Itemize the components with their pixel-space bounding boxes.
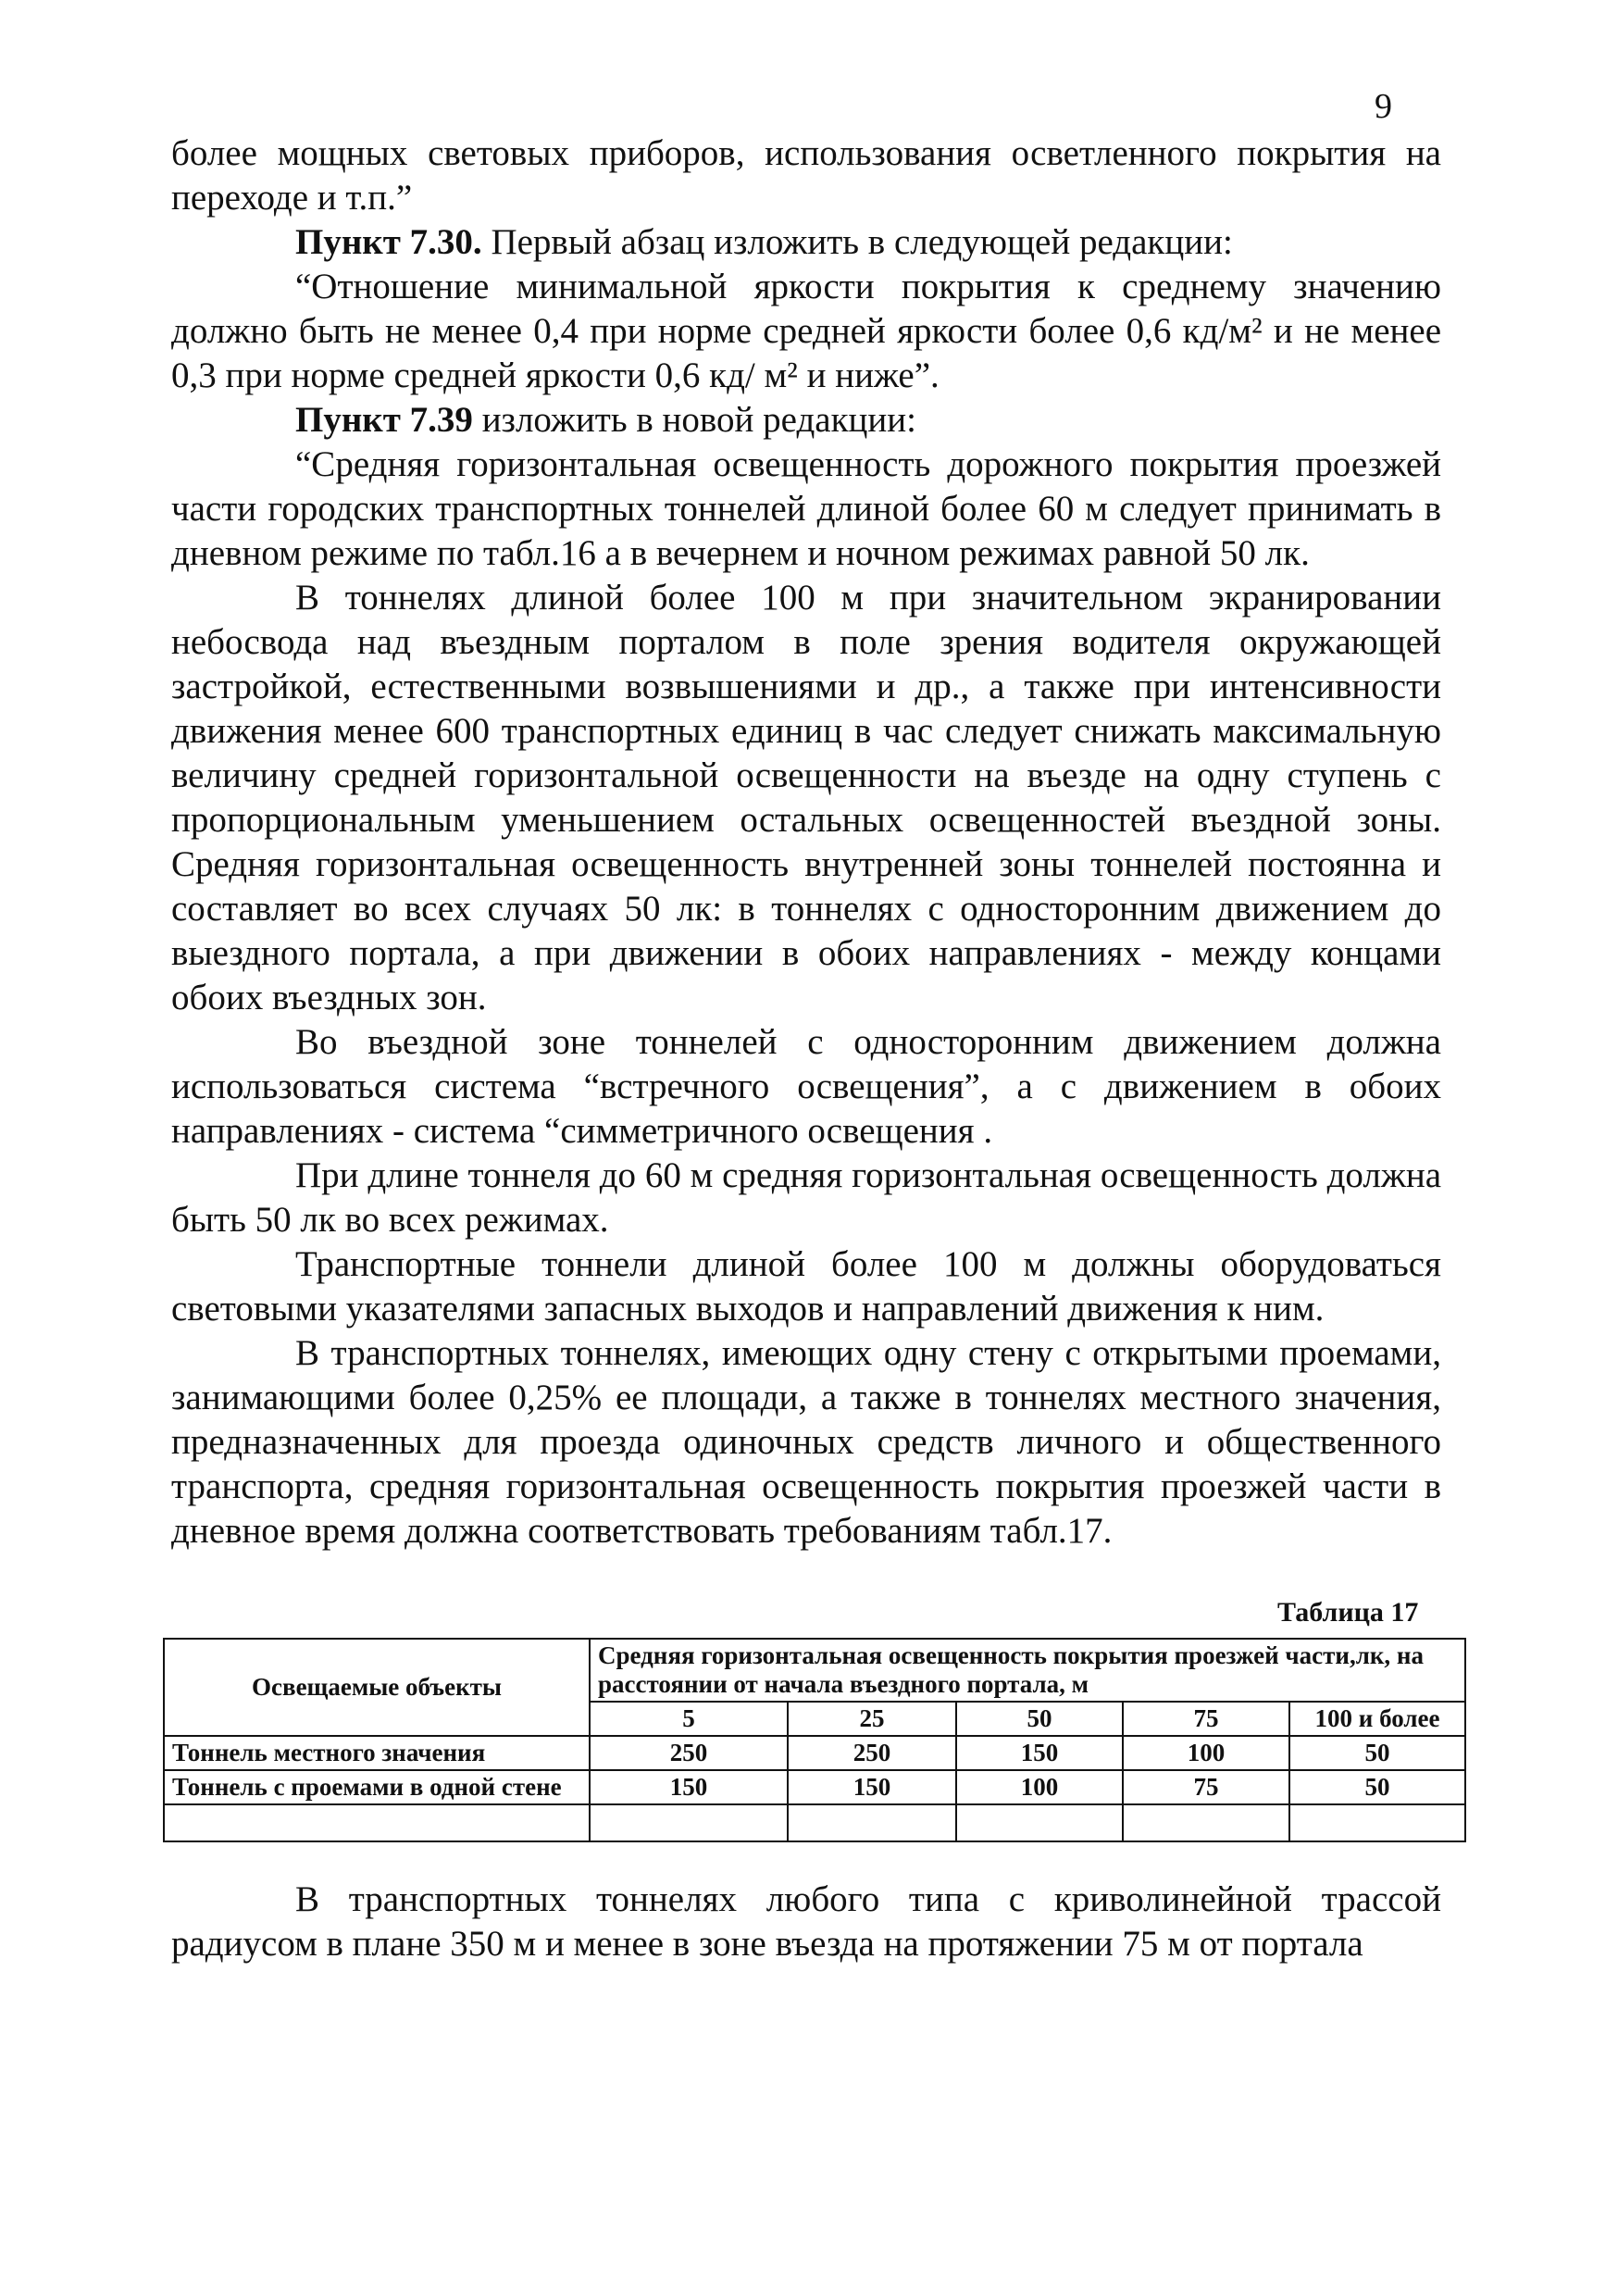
objects-header: Освещаемые объекты [164,1639,590,1736]
empty-cell [956,1804,1123,1841]
value-cell: 150 [590,1770,788,1804]
value-cell: 250 [590,1736,788,1770]
paragraph: При длине тоннеля до 60 м средняя горизонтальная освещенность должна быть 50 лк во всех режимах. [171,1155,1441,1240]
paragraph-heading [171,220,1441,265]
paragraph: В транспортных тоннелях любого типа с криволинейной трассой радиусом в плане 350 м и менее в зоне въезда на протяжении 75 м от портала [171,1879,1441,1964]
paragraph: В транспортных тоннелях, имеющих одну стену с открытыми проемами, занимающими более 0,25% ее площади, а также в тоннелях местного значения, предназначенных для проезда одиночных средств личного и общественного транспорта, средняя горизонтальная освещенность покрытия проезжей части в дневное время должна соответствовать требованиям табл.17. [171,1333,1441,1551]
empty-cell [1123,1804,1289,1841]
table-header-row [164,1639,1465,1702]
distance-cell: 5 [590,1702,788,1736]
empty-row [164,1804,1465,1841]
value-cell: 100 [956,1770,1123,1804]
value-cell: 150 [956,1736,1123,1770]
distance-cell: 25 [788,1702,956,1736]
value-cell: 50 [1289,1736,1465,1770]
empty-cell [1289,1804,1465,1841]
empty-cell [590,1804,788,1841]
value-cell: 75 [1123,1770,1289,1804]
table-row [164,1736,1465,1770]
table-row [164,1770,1465,1804]
clause-label: Пункт 7.30. [295,222,482,262]
distance-cell: 50 [956,1702,1123,1736]
empty-cell [164,1804,590,1841]
clause-label: Пункт 7.39 [295,400,473,440]
paragraph: более мощных световых приборов, использования осветленного покрытия на переходе и т.п.” [171,133,1441,218]
group-header: Средняя горизонтальная освещенность покрытия проезжей части,лк, на расстоянии от начала въездного портала, м [590,1639,1465,1702]
illuminance-table [163,1638,1466,1842]
footer-text [171,1878,1441,1966]
paragraph: “Отношение минимальной яркости покрытия к среднему значению должно быть не менее 0,4 при норме средней яркости более 0,6 кд/м² и не менее 0,3 при норме средней яркости 0,6 кд/ м² и ниже”. [171,267,1441,395]
page-number: 9 [1375,87,1392,126]
clause-text: Первый абзац изложить в следующей редакции: [481,222,1233,262]
paragraph: “Средняя горизонтальная освещенность дорожного покрытия проезжей части городских транспортных тоннелей длиной более 60 м следует принимать в дневном режиме по табл.16 а в вечернем и ночном режимах равной 50 лк. [171,444,1441,573]
empty-cell [788,1804,956,1841]
row-label: Тоннель с проемами в одной стене [164,1770,590,1804]
paragraph: Транспортные тоннели длиной более 100 м должны оборудоваться световыми указателями запасных выходов и направлений движения к ним. [171,1244,1441,1329]
paragraph: В тоннелях длиной более 100 м при значительном экранировании небосвода над въездным порталом в поле зрения водителя окружающей застройкой, естественными возвышениями и др., а также при интенсивности движения менее 600 транспортных единиц в час следует снижать максимальную величину средней горизонтальной освещенности на въезде на одну ступень с пропорциональным уменьшением остальных освещенностей въездной зоны. Средняя горизонтальная освещенность внутренней зоны тоннелей постоянна и составляет во всех случаях 50 лк: в тоннелях с односторонним движением до выездного портала, а при движении в обоих направлениях - между концами обоих въездных зон. [171,578,1441,1017]
value-cell: 150 [788,1770,956,1804]
paragraph: Во въездной зоне тоннелей с односторонним движением должна использоваться система “встречного освещения”, а с движением в обоих направлениях - система “симметричного освещения . [171,1022,1441,1151]
distance-cell: 100 и более [1289,1702,1465,1736]
row-label: Тоннель местного значения [164,1736,590,1770]
distance-cell: 75 [1123,1702,1289,1736]
value-cell: 250 [788,1736,956,1770]
value-cell: 100 [1123,1736,1289,1770]
body-text [171,131,1441,1554]
paragraph-heading [171,398,1441,443]
table-caption: Таблица 17 [1277,1597,1419,1628]
clause-text: изложить в новой редакции: [472,400,917,440]
value-cell: 50 [1289,1770,1465,1804]
